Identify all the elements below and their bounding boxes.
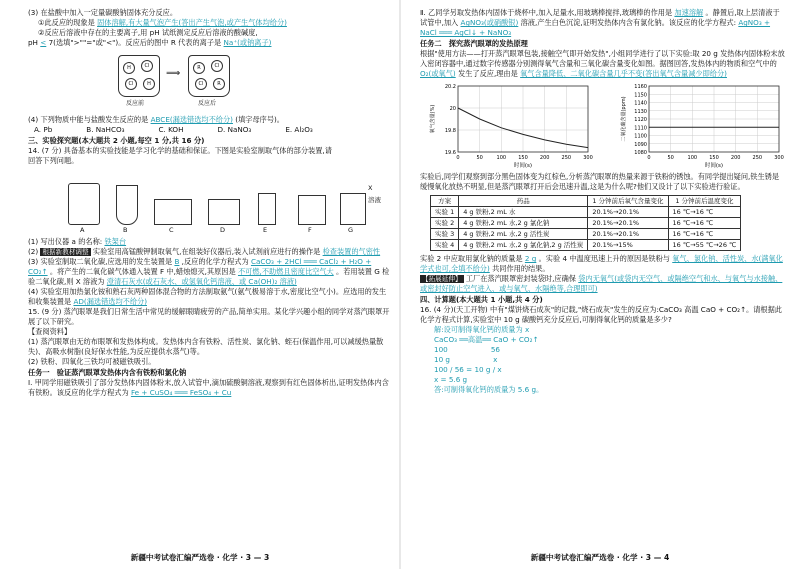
q14-stem-2: 回答下列问题。 [28,156,79,165]
answer: 氧气、氯化钠、活性炭、水(满氧化学式也可,全填不给分) [420,254,783,273]
extension: 【拓展延伸】 工厂在蒸汽眼罩密封装袋时,应确保 袋内无氧气(或袋内无空气、或隔绝空气和水、与氧气与水接触、或密封好防止空气进入、或与氧气、水隔绝等,合理即可) [420,274,783,293]
x-tick-label: 200 [730,155,741,161]
ion-cl: Cl [195,78,207,90]
apparatus-e [258,193,276,225]
table-cell: 4 g 铁粉,2 mL 水,2 g 氯化钠 [459,218,588,229]
ref-2: (2) 铁粉、四氧化三铁均可被磁铁吸引。 [28,357,156,366]
q3-2: ②反应后溶液中存在的主要离子,用 pH 试纸测定反应后溶液的酸碱度, [38,28,258,37]
q3-2-cont: pH < 7(选填">""="或"<")。反应后的图中 R 代表的离子是 Na⁺(或钠离子) [28,38,272,47]
table-header-cell: 药品 [459,196,588,207]
option: C. KOH [158,125,184,134]
q4: (4) 下列物质中能与盐酸发生反应的是 ABCE(漏选错选均不给分) (填字母序号)。 [28,115,284,124]
q14-4: (4) 实验室用加热氯化铵和熟石灰两种固体混合物的方法制取氨气(氨气极易溶于水,密度比空气小)。应选用的发生和收集装置是 AD(漏选错选均不给分) [28,287,387,306]
table-cell: 实验 1 [431,207,459,218]
answer: 加速溶解 [674,8,704,17]
q14-3: (3) 实验室制取二氧化碳,应选用的发生装置是 B ,反应的化学方程式为 CaCO₃ + 2HCl ═══ CaCl₂ + H₂O + CO₂↑ 。将产生的二氧化碳气体通入装置 F 中,蜡烛熄灭,其原因是 不可燃,不助燃且密度比空气大 。若用装置 G 检验二氧化碳,则 X 溶液为 澄清石灰水(或石灰水、或氢氧化钙溶液、或 Ca(OH)₂ 溶液) [28,257,390,286]
answer: 不可燃,不助燃且密度比空气大 [237,267,334,276]
x-tick-label: 200 [539,155,550,161]
task-1-ii: Ⅱ. 乙同学另取发热体内固体于烧杯中,加入足量水,用玻璃棒搅拌,玻璃棒的作用是 加速溶解 。静置后,取上层清液于试管中,加入 AgNO₃(或硝酸银) 溶液,产生白色沉淀,证明发热体内含有氯化钠。该反应的化学方程式: AgNO₃ + NaCl ═══ AgCl↓ + NaNO₃ [420,8,780,37]
task-1-title: 任务一 验证蒸汽眼罩发热体内含有铁粉和氯化钠 [28,368,187,377]
x-tick-label: 100 [496,155,507,161]
task-2-title: 任务二 探究蒸汽眼罩的发热原理 [420,39,528,48]
label-x-solution: 溶液 [368,196,381,204]
table-cell: 20.1%→20.1% [588,229,668,240]
x-tick-label: 250 [752,155,763,161]
table-cell: 实验 3 [431,229,459,240]
caption-before: 反应前 [126,100,145,107]
beaker-after [188,55,230,97]
y-axis-label: 二氧化碳含量(ppm) [621,96,627,142]
x-tick-label: 50 [476,155,483,161]
answer: Fe + CuSO₄ ═══ FeSO₄ + Cu [130,388,232,397]
answer: AgNO₃ + NaCl ═══ AgCl↓ + NaNO₃ [420,18,771,37]
calc-line: 解:设可制得氧化钙的质量为 x [434,325,530,334]
y-tick-label: 20.2 [444,84,456,90]
x-tick-label: 250 [561,155,572,161]
label-g: G [348,226,354,234]
extension-tag: 【拓展延伸】 [422,275,462,283]
option: A. Pb [34,125,53,134]
y-tick-label: 1090 [634,141,647,148]
apparatus-g [340,193,366,225]
y-tick-label: 1130 [634,108,647,115]
answer: 澄清石灰水(或石灰水、或氢氧化钙溶液、或 Ca(OH)₂ 溶液) [106,277,297,286]
task-2-text-3: 实验 2 中应取用氯化钠的质量是 2 g 。实验 4 中温度迅速上升的原因是铁粉与 氧气、氯化钠、活性炭、水(满氧化学式也可,全填不给分) 共同作用的结果。 [420,254,783,273]
x-axis-label: 时间(s) [513,163,533,169]
table-row [431,240,741,251]
y-tick-label: 1100 [634,133,647,140]
beaker-before [118,55,160,97]
q4-options [28,125,392,135]
apparatus-a [68,183,100,225]
x-tick-label: 100 [687,155,698,161]
left-footer: 新疆中考试卷汇编严选卷 · 化学 · 3 — 3 [130,553,270,562]
right-footer: 新疆中考试卷汇编严选卷 · 化学 · 3 — 4 [530,553,670,562]
calc-line: 10 g x [434,355,498,364]
table-row [431,229,741,240]
table-cell: 4 g 铁粉,2 mL 水 [459,207,588,218]
table-cell: 16 ℃→16 ℃ [668,218,741,229]
y-axis-label: 氧气含量(%) [430,104,436,134]
table-header-cell: 1 分钟前后氧气含量变化 [588,196,668,207]
ref-title: 【查阅资料】 [28,327,72,336]
y-tick-label: 1160 [634,84,647,90]
answer: < [40,38,47,47]
sensor-charts [428,82,786,170]
table-row [431,207,741,218]
q14-2: (2) 根据新教材调整 实验室用高锰酸钾制取氧气,在组装好仪器后,装入试剂前应进行的操作是 检查装置的气密性 [28,247,381,256]
y-tick-label: 1150 [634,92,647,99]
y-tick-label: 1120 [634,117,647,123]
new-textbook-tag: 根据新教材调整 [42,248,89,256]
y-tick-label: 19.8 [444,128,456,134]
y-tick-label: 1140 [634,100,647,107]
calc-line: x = 5.6 g [434,375,468,384]
answer: CaCO₃ + 2HCl ═══ CaCl₂ + H₂O + CO₂↑ [28,257,372,276]
ion-r: R [213,78,225,90]
table-header-cell: 1 分钟前后温度变化 [668,196,741,207]
q3-1: ①此反应的现象是 固体溶解,有大量气泡产生(答出产生气泡,或产生气体均给分) [38,18,287,27]
label-e: E [263,226,268,234]
task-2-text: 根据"使用方法——打开蒸汽眼罩包装,接触空气即开始发热",小组同学进行了以下实验:取 20 g 发热体内固体粉末放入密闭容器中,通过数字传感器分别测得氧气含量和三氧化碳含量变化如图。据图回答,发热体内的物质和空气中的 O₂(或氧气) 发生了反应,理由是 氧气含量降低、二氧化碳含量几乎不变(答出氧气含量减少即给分) [420,49,785,78]
y-tick-label: 1110 [634,125,647,132]
arrow-icon: ⟹ [166,68,181,79]
table-cell: 16 ℃→16 ℃ [668,229,741,240]
table-cell: 20.1%→20.1% [588,207,668,218]
answer: 袋内无氧气(或袋内无空气、或隔绝空气和水、与氧气与水接触、或密封好防止空气进入、或与氧气、水隔绝等,合理即可) [420,274,783,293]
label-a: A [80,226,85,234]
table-cell: 16 ℃→16 ℃ [668,207,741,218]
apparatus-b [116,185,138,225]
apparatus-f [298,195,326,225]
ion-cl: Cl [211,60,223,72]
ion-h: H [143,78,155,90]
section-3-title: 三、实验探究题(本大题共 2 小题,每空 1 分,共 16 分) [28,136,205,145]
task-2-text-2: 实验后,同学们观察到部分黑色固体变为红棕色,分析蒸汽眼罩的热量来源于铁粉的锈蚀。有同学提出疑问,铁生锈是缓慢氧化放热不明显,但是蒸汽眼罩打开后会迅速升温,这是为什么呢?他们又设计了以下实验进行验证。 [420,172,780,191]
x-tick-label: 150 [709,155,719,161]
apparatus-figure [68,169,392,235]
option: D. NaNO₃ [217,125,252,134]
answer: O₂(或氧气) [420,69,456,78]
answer: 氧气含量降低、二氧化碳含量几乎不变(答出氧气含量减少即给分) [520,69,727,78]
caption-after: 反应后 [198,100,217,107]
calc-line: 答:可制得氧化钙的质量为 5.6 g。 [434,385,544,394]
x-tick-label: 50 [667,155,674,161]
label-c: C [169,226,174,234]
ion-diagram [58,51,392,113]
apparatus-c [154,199,192,225]
q14-stem: 14. (7 分) 具备基本的实验技能是学习化学的基础和保证。下图是实验室制取气体的部分装置,请 [28,146,332,155]
apparatus-d [208,199,240,225]
label-x: X [368,184,373,192]
table-cell: 实验 2 [431,218,459,229]
answer: AD(漏选错选均不给分) [73,297,147,306]
y-tick-label: 19.6 [444,150,456,156]
table-cell: 20.1%→15% [588,240,668,251]
answer: 铁架台 [104,237,127,246]
table-header-cell: 方案 [431,196,459,207]
x-tick-label: 0 [647,155,651,161]
x-tick-label: 300 [774,155,784,161]
q3-intro: (3) 在盐酸中加入一定量碳酸钠固体充分反应。 [28,8,178,17]
table-row [431,218,741,229]
x-tick-label: 0 [456,155,460,161]
y-tick-label: 20 [449,106,456,112]
answer: Na⁺(或钠离子) [223,38,272,47]
answer: B [174,257,180,266]
calc-solution [420,325,786,395]
co2-chart [619,82,784,170]
answer: 固体溶解,有大量气泡产生(答出产生气泡,或产生气体均给分) [97,18,287,27]
ref-1: (1) 蒸汽眼罩由无纺布眼罩和发热体构成。发热体内含有铁粉、活性炭、氯化钠、蛭石(保温作用,可以减缓热量散失)、高吸水树脂(良好保水性能,为反应提供水蒸气)等。 [28,337,384,356]
calc-line: CaCO₃ ══高温══ CaO + CO₂↑ [434,335,539,344]
oxygen-chart [428,82,593,170]
calc-line: 100 56 [434,345,500,354]
label-f: F [308,226,312,234]
table-cell: 20.1%→20.1% [588,218,668,229]
x-tick-label: 150 [518,155,528,161]
table-cell: 16 ℃→55 ℃→26 ℃ [668,240,741,251]
table-cell: 4 g 铁粉,2 mL 水,2 g 活性炭 [459,229,588,240]
answer: ABCE(漏选错选均不给分) [150,115,233,124]
option: E. Al₂O₃ [285,125,313,134]
table-cell: 4 g 铁粉,2 mL 水,2 g 氯化钠,2 g 活性炭 [459,240,588,251]
calc-line: 100 / 56 = 10 g / x [434,365,502,374]
ion-h: H [123,62,135,74]
q16-stem: 16. (4 分)(天工开物) 中有"煤饼烧石成灰"的记载,"烧石成灰"发生的反应为:CaCO₃ 高温 CaO + CO₂↑。请根据此化学方程式计算,实验室中 10 g 碳酸钙充分反应后,可制得氧化钙的质量是多少? [420,305,782,324]
answer: 2 g [524,254,537,263]
label-b: B [123,226,128,234]
ion-cl: Cl [141,60,153,72]
experiment-table [430,195,741,251]
option: B. NaHCO₃ [86,125,125,134]
ion-cl: Cl [125,78,137,90]
section-4-title: 四、计算题(本大题共 1 小题,共 4 分) [420,295,543,304]
right-page [400,0,800,569]
x-axis-label: 时间(s) [704,163,724,169]
label-d: D [220,226,226,234]
answer: AgNO₃(或硝酸银) [460,18,519,27]
task-1-text: Ⅰ. 甲同学用磁铁吸引了部分发热体内固体粉末,放入试管中,滴加硫酸铜溶液,观察到有红色固体析出,证明发热体内含有铁粉。该反应的化学方程式为 Fe + CuSO₄ ═══ FeSO₄ + Cu [28,378,389,397]
q15-stem: 15. (9 分) 蒸汽眼罩是我们日常生活中常见的缓解眼睛疲劳的产品,简单实用。某化学兴趣小组的同学对蒸汽眼罩开展了以下研究。 [28,307,390,326]
q14-1: (1) 写出仪器 a 的名称: 铁架台 [28,237,127,246]
table-cell: 实验 4 [431,240,459,251]
ion-r: R [193,62,205,74]
x-tick-label: 300 [583,155,593,161]
table-header-row [431,196,741,207]
answer: 检查装置的气密性 [322,247,381,256]
y-tick-label: 1080 [634,150,647,156]
